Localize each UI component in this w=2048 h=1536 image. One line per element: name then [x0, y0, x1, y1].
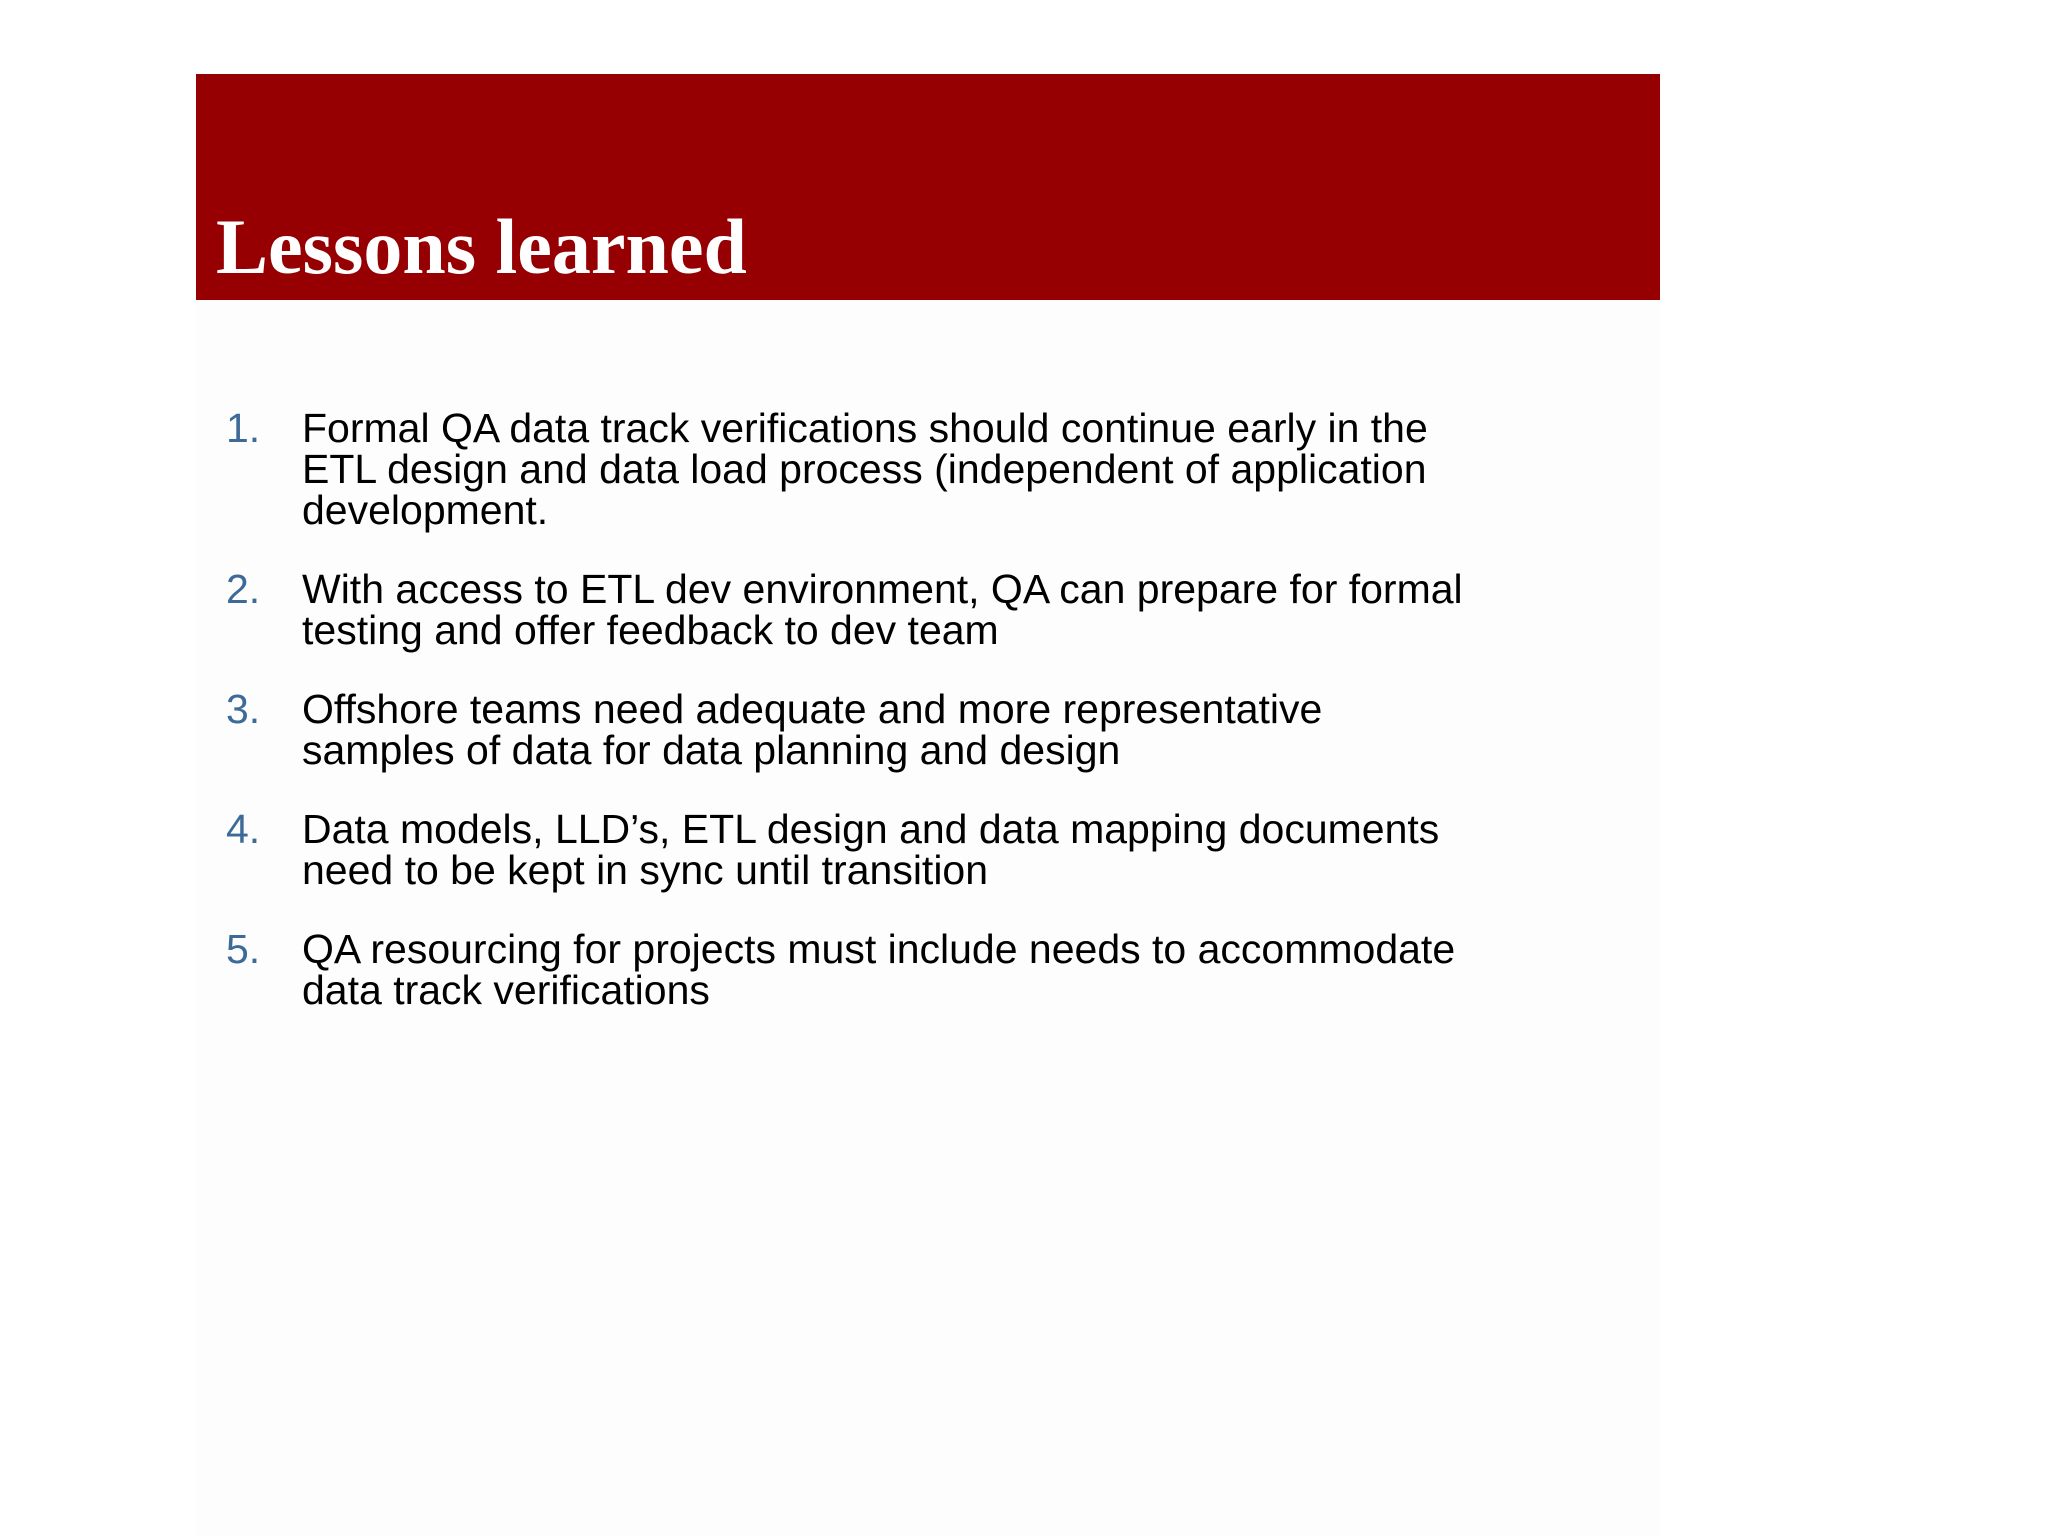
list-item-line: Offshore teams need adequate and more representative [302, 686, 1323, 732]
list-item-line: Data models, LLD’s, ETL design and data mapping documents [302, 806, 1440, 852]
list-item-line: testing and offer feedback to dev team [302, 607, 999, 653]
list-item-number: 4. [226, 806, 261, 852]
list-item-line: samples of data for data planning and design [302, 727, 1121, 773]
list-item-line: need to be kept in sync until transition [302, 847, 989, 893]
list-item-line: data track verifications [302, 967, 710, 1013]
title-bar [196, 74, 1660, 300]
list-item [226, 405, 1646, 533]
list-item-number: 2. [226, 566, 261, 612]
list-item-line: With access to ETL dev environment, QA can prepare for formal [302, 566, 1463, 612]
list-item-number: 5. [226, 926, 261, 972]
list-item-line: development. [302, 487, 549, 533]
list-item-line: ETL design and data load process (independent of application [302, 446, 1427, 492]
lessons-list [226, 405, 1646, 1049]
list-item-number: 1. [226, 405, 261, 451]
list-item [226, 806, 1646, 893]
slide-title: Lessons learned [216, 203, 747, 290]
list-item-line: Formal QA data track verifications should continue early in the [302, 405, 1428, 451]
list-item-number: 3. [226, 686, 261, 732]
list-item [226, 686, 1646, 773]
list-item [226, 926, 1646, 1013]
list-item-line: QA resourcing for projects must include needs to accommodate [302, 926, 1456, 972]
list-item [226, 566, 1646, 653]
